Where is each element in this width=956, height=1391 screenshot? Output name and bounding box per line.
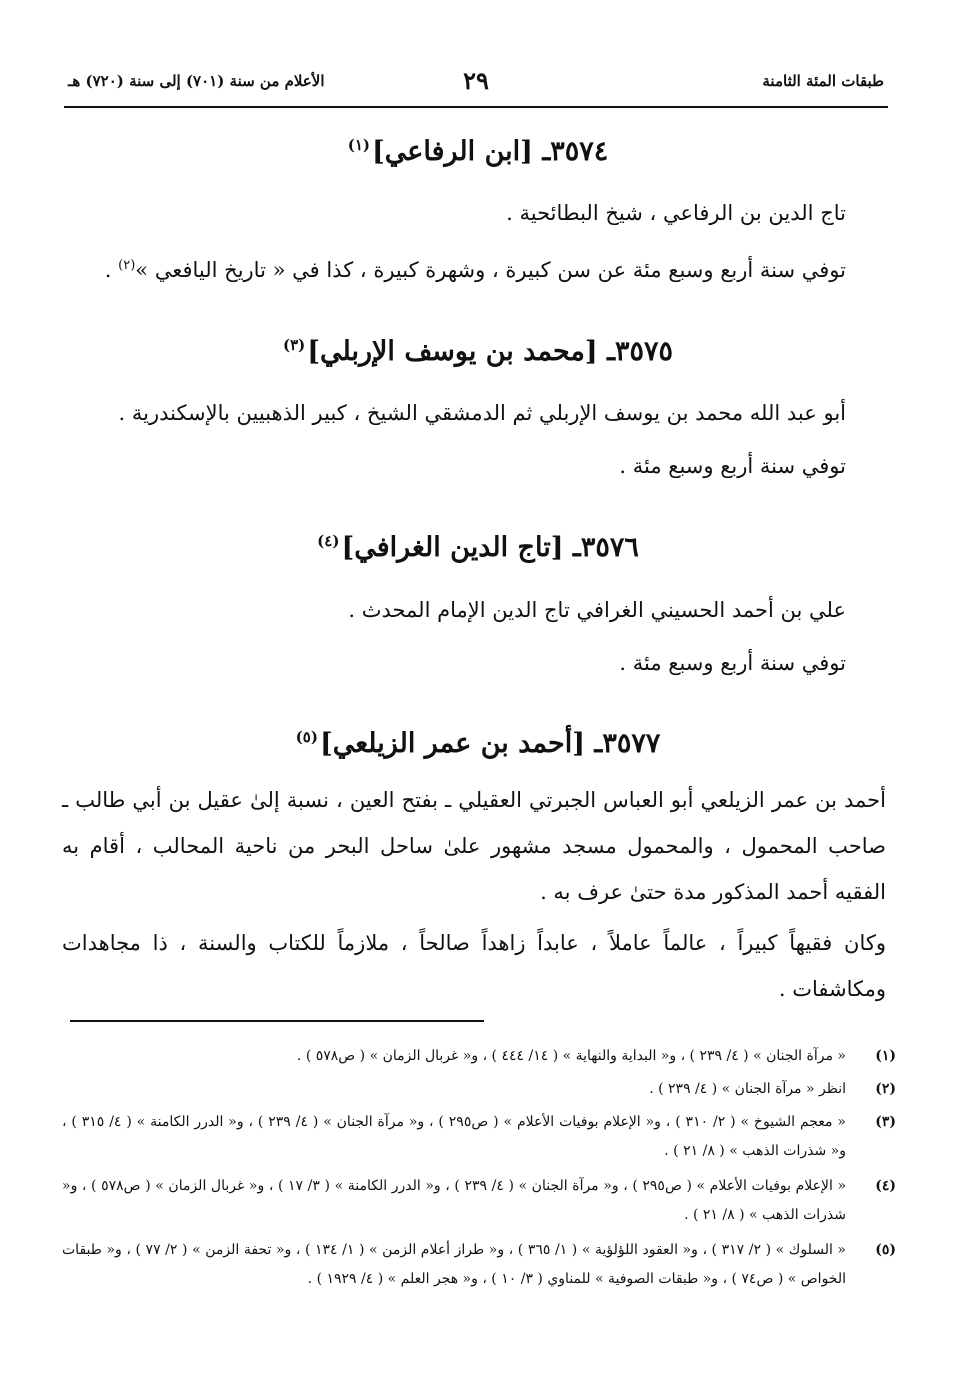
footnote-item bbox=[62, 1172, 896, 1230]
entry-number: ٣٥٧٦ـ bbox=[572, 532, 639, 563]
footnote-text: « مرآة الجنان » ( ٤/ ٢٣٩ ) ، و« البداية والنهاية » ( ١٤/ ٤٤٤ ) ، و« غربال الزمان » ( ص٥٧٨ ) . bbox=[296, 1048, 846, 1064]
footnote-item bbox=[62, 1042, 896, 1071]
header-range-title: الأعلام من سنة (٧٠١) إلى سنة (٧٢٠) هـ bbox=[68, 72, 325, 90]
entry-heading bbox=[60, 136, 896, 167]
page-number: ٢٩ bbox=[463, 66, 489, 95]
header-divider bbox=[64, 106, 888, 108]
entry-line-end: . bbox=[104, 258, 119, 282]
entry-number: ٣٥٧٤ـ bbox=[542, 136, 609, 167]
footnote-number: (٥) bbox=[875, 1242, 896, 1258]
entry-line-text: توفي سنة أربع وسبع مئة عن سن كبيرة ، وشهرة كبيرة ، كذا في « تاريخ اليافعي » bbox=[135, 258, 846, 282]
entry-number: ٣٥٧٧ـ bbox=[594, 728, 661, 759]
entry-line: توفي سنة أربع وسبع مئة . bbox=[619, 651, 846, 675]
footnote-marker: (٣) bbox=[282, 336, 306, 354]
footnote-marker: (١) bbox=[347, 136, 371, 154]
entry-line bbox=[62, 243, 846, 293]
entry-paragraph: أحمد بن عمر الزيلعي أبو العباس الجبرتي العقيلي ـ بفتح العين ، نسبة إلىٰ عقيل بن أبي طالب ـ صاحب المحمول ، والمحمول مسجد مشهور علىٰ ساحل البحر من ناحية المحالب ، أقام به الفقيه أحمد المذكور مدة حتىٰ عرف به . bbox=[62, 788, 886, 904]
entry-name: [تاج الدين الغرافي] bbox=[341, 532, 564, 563]
footnote-item bbox=[62, 1108, 896, 1166]
footnote-marker: (٥) bbox=[295, 728, 318, 746]
entry-name: [ابن الرفاعي] bbox=[372, 136, 533, 167]
running-header bbox=[68, 66, 884, 102]
entry-line: علي بن أحمد الحسيني الغرافي تاج الدين الإمام المحدث . bbox=[348, 598, 846, 622]
entry-number: ٣٥٧٥ـ bbox=[607, 336, 674, 367]
footnote-number: (١) bbox=[875, 1048, 896, 1064]
entry-line: أبو عبد الله محمد بن يوسف الإربلي ثم الدمشقي الشيخ ، كبير الذهبيين بالإسكندرية . bbox=[118, 401, 846, 425]
entry-paragraph: وكان فقيهاً كبيراً ، عالماً عاملاً ، عابداً زاهداً صالحاً ، ملازماً للكتاب والسنة ، ذا مجاهدات ومكاشفات . bbox=[62, 931, 886, 1001]
entry-line: توفي سنة أربع وسبع مئة . bbox=[619, 454, 846, 478]
entry-name: [أحمد بن عمر الزيلعي] bbox=[319, 728, 585, 759]
entry-heading bbox=[60, 532, 896, 563]
footnote-marker: (٤) bbox=[317, 532, 340, 550]
entry-heading bbox=[60, 336, 896, 367]
footnote-text: « معجم الشيوخ » ( ٢/ ٣١٠ ) ، و« الإعلام بوفيات الأعلام » ( ص٢٩٥ ) ، و« مرآة الجنان » ( ٤/ ٢٣٩ ) ، و« الدرر الكامنة » ( ٤/ ٣١٥ ) ، و« شذرات الذهب » ( ٨/ ٢١ ) . bbox=[62, 1114, 847, 1159]
footnote-number: (٤) bbox=[875, 1178, 896, 1194]
entry-heading bbox=[60, 728, 896, 759]
footnote-marker: (٢) bbox=[118, 258, 136, 273]
footnote-text: انظر « مرآة الجنان » ( ٤/ ٢٣٩ ) . bbox=[649, 1081, 846, 1097]
footnote-number: (٢) bbox=[875, 1081, 896, 1097]
header-section-title: طبقات المئة الثامنة bbox=[762, 72, 884, 90]
footnote-number: (٣) bbox=[875, 1114, 896, 1130]
footnote-item bbox=[62, 1236, 896, 1294]
entry-name: [محمد بن يوسف الإربلي] bbox=[307, 336, 598, 367]
footnote-text: « السلوك » ( ٢/ ٣١٧ ) ، و« العقود اللؤلؤية » ( ١/ ٣٦٥ ) ، و« طراز أعلام الزمن » ( ١/ ١٣٤ ) ، و« تحفة الزمن » ( ٢/ ٧٧ ) ، و« طبقات الخواص » ( ص٧٤ ) ، و« طبقات الصوفية » للمناوي ( ٣/ ١٠ ) ، و« هجر العلم » ( ٤/ ١٩٢٩ ) . bbox=[62, 1242, 846, 1287]
footnote-item bbox=[62, 1075, 896, 1104]
footnote-divider bbox=[70, 1020, 484, 1022]
footnote-text: « الإعلام بوفيات الأعلام » ( ص٢٩٥ ) ، و« مرآة الجنان » ( ٤/ ٢٣٩ ) ، و« الدرر الكامنة » ( ٣/ ١٧ ) ، و« غربال الزمان » ( ص٥٧٨ ) ، و« شذرات الذهب » ( ٨/ ٢١ ) . bbox=[62, 1178, 847, 1223]
entry-line: تاج الدين بن الرفاعي ، شيخ البطائحية . bbox=[506, 201, 846, 225]
